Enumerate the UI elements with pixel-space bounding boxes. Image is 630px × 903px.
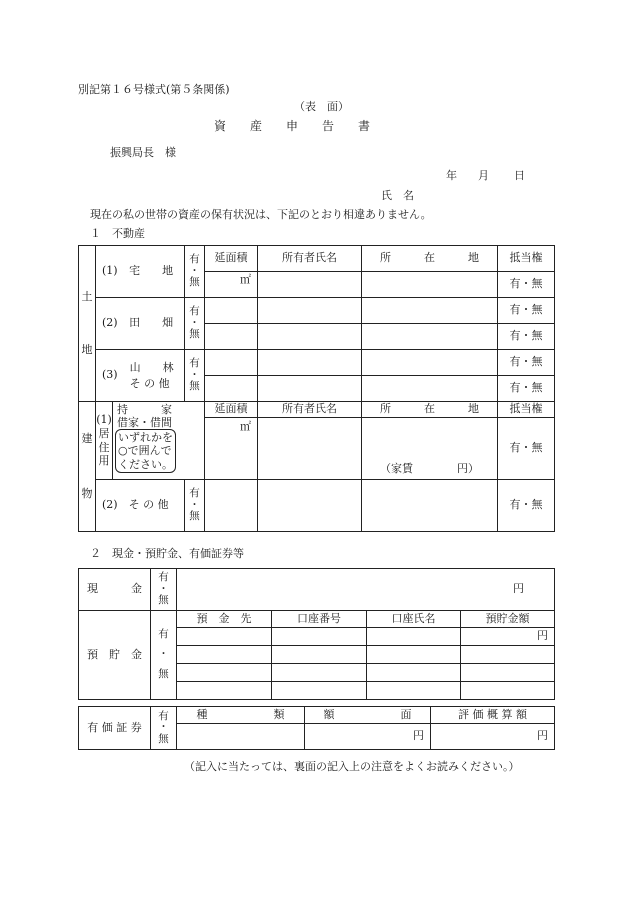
floor-area-field[interactable] [205,480,258,532]
floor-area-field[interactable] [205,298,258,324]
deposit-amount-field[interactable]: 円 [461,628,555,646]
addressee: 振興局長 様 [110,146,176,159]
bank-field[interactable] [177,646,272,664]
account-name-field[interactable] [367,682,461,700]
location-field[interactable] [362,272,498,298]
col-owner: 所有者氏名 [258,246,362,272]
building-other-label: (2) そ の 他 [96,480,185,532]
account-name-field[interactable] [367,628,461,646]
mortgage-yes-no[interactable]: 有・無 [498,272,555,298]
location-field[interactable] [362,376,498,402]
footer-note: （記入に当たっては、裏面の記入上の注意をよくお読みください。） [184,760,520,773]
account-name-field[interactable] [367,664,461,682]
deposit-label: 預 貯 金 [79,611,151,700]
statement-text: 現在の私の世帯の資産の保有状況は、下記のとおり相違ありません。 [90,208,432,221]
floor-area-field[interactable] [205,324,258,350]
location-field[interactable] [362,480,498,532]
side-label: （表 面） [294,100,349,113]
cash-deposit-table [78,568,555,700]
land-residential-yes-no[interactable]: 有 ・ 無 [185,246,205,298]
form-number-label: 別記第１６号様式(第５条関係) [78,83,230,96]
securities-type-field[interactable] [177,724,305,750]
col-bank: 預 金 先 [177,611,272,628]
col-floor-area: 延面積 [205,402,258,418]
floor-area-field[interactable]: ㎡ [205,418,258,480]
col-floor-area: 延面積 [205,246,258,272]
building-label: 建 物 [79,402,96,532]
land-row-residential: (1) 宅 地 [96,246,185,298]
section2-heading: ２ 現金・預貯金、有価証券等 [90,547,244,560]
owner-field[interactable] [258,324,362,350]
col-owner: 所有者氏名 [258,402,362,418]
location-field[interactable] [362,298,498,324]
col-location: 所 在 地 [362,402,498,418]
location-field[interactable] [362,350,498,376]
section1-heading: １ 不動産 [90,227,145,240]
bank-field[interactable] [177,664,272,682]
date-year-label: 年 [446,169,457,182]
cash-amount-field[interactable]: 円 [177,569,555,611]
floor-area-field[interactable] [205,376,258,402]
location-field[interactable] [362,324,498,350]
securities-label: 有 価 証 券 [79,707,151,750]
deposit-yes-no[interactable]: 有 ・ 無 [151,611,177,700]
owner-field[interactable] [258,350,362,376]
owner-field[interactable] [258,480,362,532]
account-number-field[interactable] [272,646,367,664]
deposit-amount-field[interactable] [461,682,555,700]
col-account-name: 口座氏名 [367,611,461,628]
col-location: 所 在 地 [362,246,498,272]
securities-table [78,706,555,750]
mortgage-yes-no[interactable]: 有・無 [498,298,555,324]
owner-field[interactable] [258,376,362,402]
col-face-value: 額 面 [305,707,431,724]
col-deposit-amount: 預貯金額 [461,611,555,628]
col-account-number: 口座番号 [272,611,367,628]
land-row-forest-other: (3) 山 林 そ の 他 [96,350,185,402]
mortgage-yes-no[interactable]: 有・無 [498,418,555,480]
securities-yes-no[interactable]: 有 ・ 無 [151,707,177,750]
mortgage-yes-no[interactable]: 有・無 [498,480,555,532]
land-forest-yes-no[interactable]: 有 ・ 無 [185,350,205,402]
cash-yes-no[interactable]: 有 ・ 無 [151,569,177,611]
owner-field[interactable] [258,418,362,480]
land-fields-yes-no[interactable]: 有 ・ 無 [185,298,205,350]
deposit-amount-field[interactable] [461,646,555,664]
col-valuation: 評 価 概 算 額 [431,707,555,724]
land-row-fields: (2) 田 畑 [96,298,185,350]
mortgage-yes-no[interactable]: 有・無 [498,376,555,402]
building-other-yes-no[interactable]: 有 ・ 無 [185,480,205,532]
date-day-label: 日 [514,169,525,182]
location-rent-field[interactable] [362,418,498,480]
account-number-field[interactable] [272,682,367,700]
bank-field[interactable] [177,682,272,700]
residence-type-cell[interactable]: 持 家 借家・借間 いずれかを ○で囲んで ください。 [113,402,205,480]
owner-field[interactable] [258,272,362,298]
account-number-field[interactable] [272,628,367,646]
cash-label: 現 金 [79,569,151,611]
building-residence-label: (1) 居 住 用 [96,402,113,480]
floor-area-field[interactable] [205,350,258,376]
applicant-name-label: 氏 名 [381,189,414,202]
mortgage-yes-no[interactable]: 有・無 [498,350,555,376]
circle-instruction-note: いずれかを ○で囲んで ください。 [115,429,176,473]
rent-label: （家賃 円） [380,462,479,476]
deposit-amount-field[interactable] [461,664,555,682]
col-mortgage: 抵当権 [498,246,555,272]
valuation-field[interactable]: 円 [431,724,555,750]
document-title: 資 産 申 告 書 [214,119,371,133]
real-estate-table [78,245,555,532]
owner-field[interactable] [258,298,362,324]
col-mortgage: 抵当権 [498,402,555,418]
face-value-field[interactable]: 円 [305,724,431,750]
land-label: 土 地 [79,246,96,402]
col-securities-type: 種 類 [177,707,305,724]
bank-field[interactable] [177,628,272,646]
date-month-label: 月 [478,169,489,182]
floor-area-field[interactable]: ㎡ [205,272,258,298]
mortgage-yes-no[interactable]: 有・無 [498,324,555,350]
account-name-field[interactable] [367,646,461,664]
account-number-field[interactable] [272,664,367,682]
